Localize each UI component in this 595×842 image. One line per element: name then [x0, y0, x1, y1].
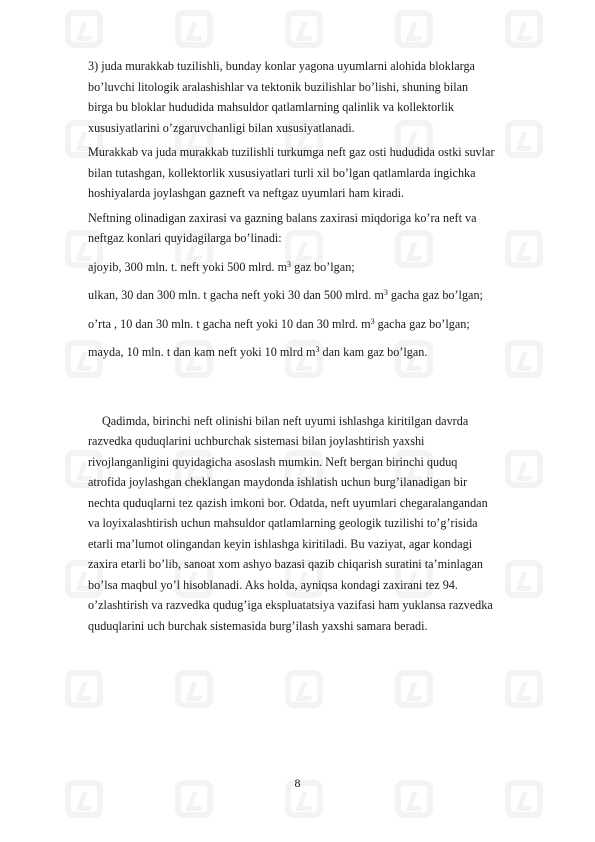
classification-list	[88, 257, 553, 363]
document-page	[88, 56, 553, 636]
watermark-logo-icon	[285, 670, 323, 708]
paragraph-exploration-wells	[88, 411, 553, 637]
text-line: bo’luvchi litologik aralashishlar va tektonik buzilishlar bo’lishi, shuning bilan	[88, 79, 469, 94]
text-line: bilan tutashgan, kollektorlik xususiyatlari turli xil bo’lgan qatlamlarda ingichka	[88, 165, 476, 180]
text-line: Neftning olinadigan zaxirasi va gazning balans zaxirasi miqdoriga ko’ra neft va	[88, 210, 477, 225]
text-line: xususiyatlarini o’zgaruvchanligi bilan xususiyatlanadi.	[88, 120, 355, 135]
text-line: o’zlashtirish va razvedka qudug’iga ekspluatatsiya vazifasi ham yuklansa razvedka	[88, 598, 493, 612]
paragraph-gas-oil-deposits	[88, 142, 553, 204]
list-item: ajoyib, 300 mln. t. neft yoki 500 mlrd. $m^3$ gaz bo’lgan;	[88, 259, 355, 274]
watermark-logo-icon	[65, 670, 103, 708]
text-line: etarli ma’lumot olingandan keyin ishlashga kiritiladi. Bu vaziyat, agar kondagi	[88, 536, 473, 551]
text-line: Murakkab va juda murakkab tuzilishli turkumga neft gaz osti hududida ostki suvlar	[88, 145, 495, 159]
text-line: bo’lsa maqbul yo’l hisoblanadi. Aks holda, ayniqsa kondagi zaxirani tez 94.	[88, 577, 458, 592]
list-item: o’rta , 10 dan 30 mln. t gacha neft yoki 10 dan 30 mlrd. $m^3$ gacha gaz bo’lgan;	[88, 316, 470, 331]
watermark-logo-icon	[505, 10, 543, 48]
paragraph-reserve-classification	[88, 208, 553, 249]
text-line: razvedka quduqlarini uchburchak sistemasi bilan joylashtirish yaxshi	[88, 434, 425, 448]
text-line: va loyixalashtirish uchun mahsuldor qatlamlarning geologik tuzilishi to’g’risida	[88, 516, 478, 530]
watermark-logo-icon	[175, 10, 213, 48]
watermark-logo-icon	[395, 10, 433, 48]
text-line: hoshiyalarda joylashgan gazneft va neftgaz uyumlari ham kiradi.	[88, 186, 405, 200]
list-item: mayda, 10 mln. t dan kam neft yoki 10 mlrd $m^3$ dan kam gaz bo’lgan.	[88, 345, 428, 359]
list-item: ulkan, 30 dan 300 mln. t gacha neft yoki 30 dan 500 mlrd. $m^3$ gacha gaz bo’lgan;	[88, 288, 483, 302]
text-line: rivojlanganligini quyidagicha asoslash mumkin. Neft bergan birinchi quduq	[88, 454, 458, 469]
watermark-logo-icon	[285, 10, 323, 48]
text-line: birga bu bloklar hududida mahsuldor qatlamlarning qalinlik va kollektorlik	[88, 100, 455, 114]
text-line: zaxira etarli bo’lib, sanoat xom ashyo bazasi qazib chiqarish suratini ta’minlagan	[88, 557, 483, 571]
paragraph-complex-structure	[88, 56, 553, 138]
text-line: atrofida joylashgan cheklangan maydonda ishlatish uchun burg’ilanadigan bir	[88, 475, 468, 489]
text-line: quduqlarini uch burchak sistemasida burg’ilash yaxshi samara beradi.	[88, 618, 428, 633]
watermark-logo-icon	[65, 10, 103, 48]
text-line: Qadimda, birinchi neft olinishi bilan neft uyumi ishlashga kiritilgan davrda	[102, 413, 469, 428]
page-number: 8	[294, 776, 301, 790]
watermark-logo-icon	[505, 670, 543, 708]
text-line: neftgaz konlari quyidagilarga bo’linadi:	[88, 231, 282, 245]
text-line: nechta quduqlarni tez qazish imkoni bor. Odatda, neft uyumlari chegaralangandan	[88, 495, 488, 510]
text-line: 3) juda murakkab tuzilishli, bunday konlar yagona uyumlarni alohida bloklarga	[88, 59, 475, 73]
watermark-logo-icon	[395, 670, 433, 708]
watermark-logo-icon	[175, 670, 213, 708]
